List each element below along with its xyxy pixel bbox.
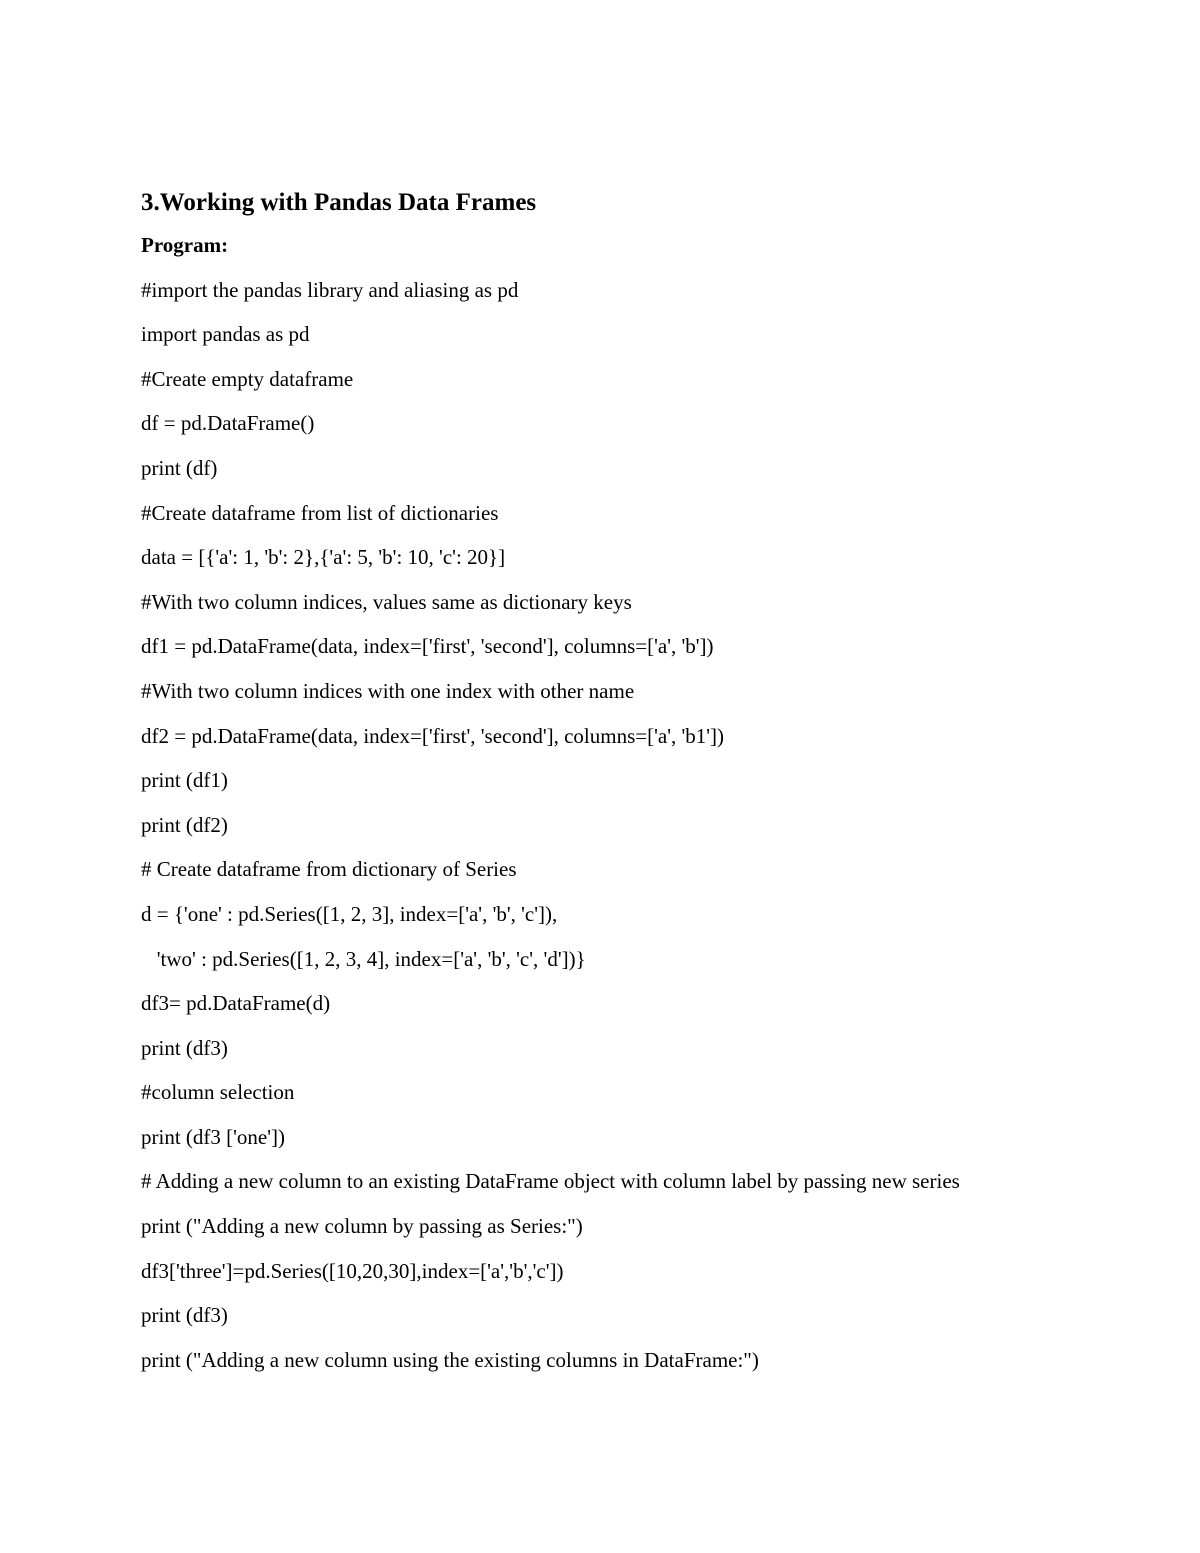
code-line: print (df3) [141,1035,228,1060]
code-line: print (df1) [141,768,228,793]
code-line: #With two column indices, values same as dictionary keys [141,589,632,614]
code-line: #With two column indices with one index with other name [141,678,635,703]
code-line: data = [{'a': 1, 'b': 2},{'a': 5, 'b': 10, 'c': 20}] [141,545,506,570]
code-line: print (df) [141,455,218,480]
code-line: #Create empty dataframe [141,366,354,391]
code-line: df3['three']=pd.Series([10,20,30],index=['a','b','c']) [141,1258,564,1283]
code-line: print (df2) [141,812,228,837]
code-line: 'two' : pd.Series([1, 2, 3, 4], index=['a', 'b', 'c', 'd'])} [141,946,586,971]
code-line: #Create dataframe from list of dictionaries [141,500,499,525]
document-content [141,186,1141,1389]
section-title: 3.Working with Pandas Data Frames [141,189,537,216]
code-line: # Adding a new column to an existing DataFrame object with column label by passing new series [141,1169,960,1194]
code-line: #column selection [141,1080,295,1105]
code-line: print (df3 ['one']) [141,1124,286,1149]
code-line: # Create dataframe from dictionary of Series [141,857,517,882]
code-line: print ("Adding a new column by passing as Series:") [141,1214,583,1239]
code-line: df1 = pd.DataFrame(data, index=['first', 'second'], columns=['a', 'b']) [141,634,714,659]
code-line: print (df3) [141,1303,228,1328]
code-line: df2 = pd.DataFrame(data, index=['first', 'second'], columns=['a', 'b1']) [141,723,725,748]
program-label: Program: [141,233,229,257]
code-line: import pandas as pd [141,322,310,347]
code-line: df3= pd.DataFrame(d) [141,991,331,1016]
code-line: df = pd.DataFrame() [141,411,315,436]
code-line: d = {'one' : pd.Series([1, 2, 3], index=['a', 'b', 'c']), [141,901,558,926]
code-line: #import the pandas library and aliasing as pd [141,277,519,302]
code-line: print ("Adding a new column using the existing columns in DataFrame:") [141,1347,759,1372]
